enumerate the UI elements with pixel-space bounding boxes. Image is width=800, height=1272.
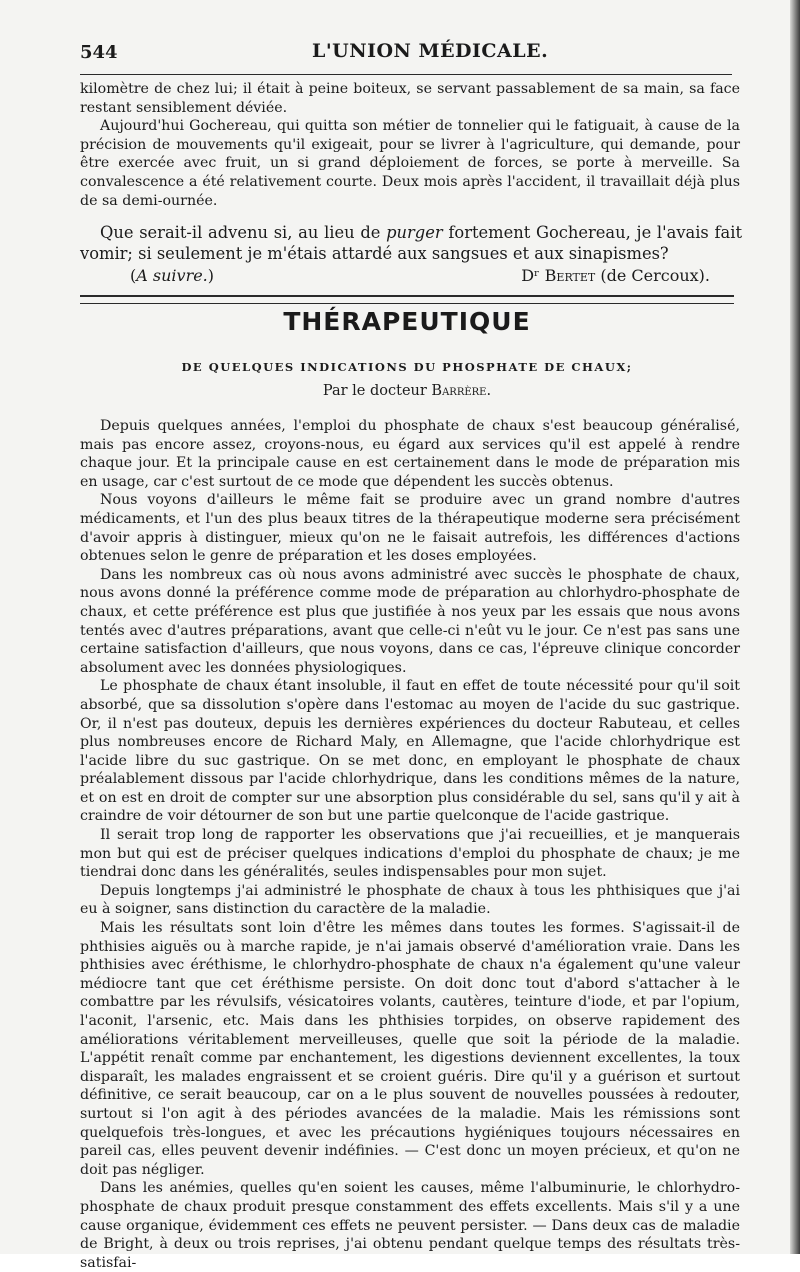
body-paragraph: Le phosphate de chaux étant insoluble, il faut en effet de toute nécessité pour qu'il soit absorbé, que sa dissolution s'opère dans l'estomac au moyen de l'acide du suc gastrique. Or, il n'est pas douteux, depuis les dernières expériences du docteur Rabuteau, et celles plus nombreuses encore de Richard Maly, en Allemagne, que l'acide chlorhydrique est l'acide libre du suc gastrique. On se met donc, en employant le phosphate de chaux préalablement dissous par l'acide chlorhydrique, dans les conditions mêmes de la nature, et on est en droit de compter sur une absorption plus considérable du sel, sans qu'il y ait à craindre de voir détourner de son but une partie quelconque de l'acide gastrique. <box>80 678 740 825</box>
page-number: 544 <box>80 42 118 63</box>
byline-name: Barrère. <box>431 383 492 399</box>
body-paragraph: Nous voyons d'ailleurs le même fait se produire avec un grand nombre d'autres médicaments, et l'un des plus beaux titres de la thérapeutique moderne sera précisément d'avoir appris à distinguer, mieux qu'on ne le faisait autrefois, les différences d'actions obtenues selon le genre de préparation et les doses employées. <box>80 492 740 565</box>
author-suffix: (de Cercoux). <box>595 266 710 285</box>
author-prefix: Dʳ <box>521 266 545 285</box>
closing-question <box>80 222 742 264</box>
body-paragraph: Il serait trop long de rapporter les observations que j'ai recueillies, et je manquerais mon but qui est de préciser quelques indications d'emploi du phosphate de chaux; je me tiendrai donc dans les généralités, seules indispensables pour mon sujet. <box>80 827 740 881</box>
question-before: Que serait-il advenu si, au lieu de <box>100 223 387 242</box>
body-paragraph: Depuis quelques années, l'emploi du phosphate de chaux s'est beaucoup généralisé, mais pas encore assez, croyons-nous, eu égard aux services qu'il est appelé à rendre chaque jour. Et la principale cause en est certainement dans le mode de préparation mis en usage, car c'est surtout de ce mode que dépendent les succès obtenus. <box>80 418 740 490</box>
article-byline <box>80 383 734 399</box>
body-paragraph: Dans les nombreux cas où nous avons administré avec succès le phosphate de chaux, nous avons donné la préférence comme mode de préparation au chlorhydro-phosphate de chaux, et cette préférence est plus que justifiée à nos yeux par les essais que nous avons tentés avec d'autres préparations, avant que celle-ci n'eût vu le jour. Ce n'est pas sans une certaine satisfaction d'ailleurs, que nous voyons, dans ce cas, l'épreuve clinique concorder absolument avec les données physiologiques. <box>80 566 740 676</box>
section-divider <box>80 295 734 304</box>
question-after: fortement Gochereau, je l'avais fait vomir; si seulement je m'étais attardé aux sangsues et aux sinapismes? <box>80 223 742 263</box>
header-rule <box>80 74 732 75</box>
body-paragraph: Depuis longtemps j'ai administré le phosphate de chaux à tous les phthisiques que j'ai eu à soigner, sans distinction du caractère de la maladie. <box>80 882 740 918</box>
author-name: Bertet <box>544 266 596 285</box>
signoff-line <box>130 266 710 288</box>
byline-prefix: Par le docteur <box>322 383 432 399</box>
intro-paragraph: kilomètre de chez lui; il était à peine boiteux, se servant passablement de sa main, sa face restant sensiblement déviée. <box>80 81 740 116</box>
to-follow-text: A suivre. <box>136 266 208 285</box>
page-header <box>80 38 730 68</box>
to-follow-note: (A suivre.) <box>130 266 215 285</box>
page-binding-edge <box>790 0 800 1254</box>
body-paragraph: Dans les anémies, quelles qu'en soient les causes, même l'albuminurie, le chlorhydro-phosphate de chaux produit presque constamment des effets excellents. Mais s'il y a une cause organique, évidemment ces effets ne peuvent persister. — Dans deux cas de maladie de Bright, à deux ou trois reprises, j'ai obtenu pendant quelque temps des résultats très-satisfai- <box>80 1180 740 1271</box>
article-title: DE QUELQUES INDICATIONS DU PHOSPHATE DE CHAUX; <box>181 360 633 374</box>
intro-text <box>80 80 740 210</box>
author-signature <box>521 266 710 285</box>
question-paragraph <box>80 222 742 264</box>
running-head: L'UNION MÉDICALE. <box>312 40 549 62</box>
intro-paragraph: Aujourd'hui Gochereau, qui quitta son métier de tonnelier qui le fatiguait, à cause de la précision de mouvements qu'il exigeait, pour se livrer à l'agriculture, qui demande, pour être exercée avec fruit, un si grand déploiement de forces, se porte à merveille. Sa convalescence a été relativement courte. Deux mois après l'accident, il travaillait déjà plus de sa demi-ournée. <box>80 118 740 209</box>
body-paragraph: Mais les résultats sont loin d'être les mêmes dans toutes les formes. S'agissait-il de phthisies aiguës ou à marche rapide, je n'ai jamais observé d'amélioration vraie. Dans les phthisies avec éréthisme, le chlorhydro-phosphate de chaux n'a également qu'une valeur médiocre tant que cet éréthisme persiste. On doit donc tout d'abord s'attacher à le combattre par les révulsifs, vésicatoires volants, cautères, teinture d'iode, et par l'opium, l'aconit, l'arsenic, etc. Mais dans les phthisies torpides, on observe rapidement des améliorations véritablement merveilleuses, quelle que soit la période de la maladie. L'appétit renaît comme par enchantement, les digestions deviennent excellentes, la toux disparaît, les malades engraissent et se croient guéris. Dire qu'il y a guérison et surtout définitive, ce serait beaucoup, car on a le plus souvent de nouvelles poussées à redouter, surtout si l'on agit à des périodes avancées de la maladie. Mais les rémissions sont quelquefois très-longues, et avec les précautions hygiéniques toujours nécessaires en pareil cas, elles peuvent devenir indéfinies. — C'est donc un moyen précieux, et qu'on ne doit pas négliger. <box>80 920 740 1178</box>
article-body <box>80 417 740 1272</box>
section-title: THÉRAPEUTIQUE <box>283 307 531 336</box>
question-emphasis: purger <box>386 223 443 242</box>
